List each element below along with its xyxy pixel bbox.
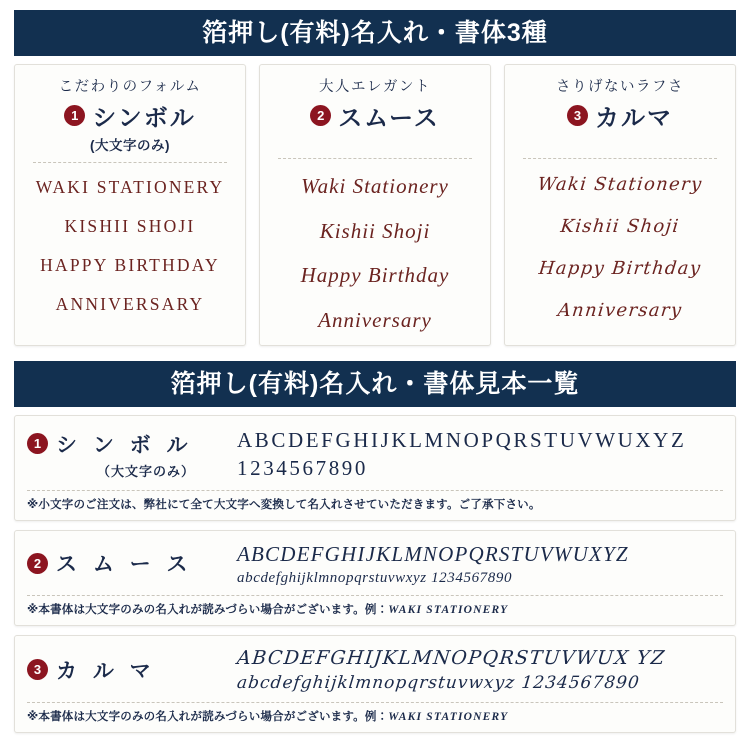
row-label-block <box>27 655 237 687</box>
font-card-smooth <box>259 64 491 346</box>
row-label <box>27 655 237 685</box>
row-label-text: ス ム ー ス <box>56 553 193 577</box>
row-note-text: ※本書体は大文字のみの名入れが読みづらい場合がございます。例： <box>27 710 389 723</box>
card-title-row <box>266 98 484 133</box>
sample-line: Anniversary <box>556 299 684 321</box>
row-note <box>27 595 723 617</box>
row-label-block <box>27 548 237 580</box>
sample-line: HAPPY BIRTHDAY <box>40 255 220 276</box>
card-divider <box>278 158 472 159</box>
row-alphabet <box>237 426 723 483</box>
card-title-row <box>21 98 239 133</box>
font-sample-cards <box>14 64 736 346</box>
row-note <box>27 490 723 512</box>
card-title-row <box>511 98 729 133</box>
row-note-text: ※小文字のご注文は、弊社にて全て大文字へ変換して名入れさせていただきます。ご了承下さい。 <box>27 498 541 511</box>
row-note-example: WAKI STATIONERY <box>388 604 509 617</box>
alphabet-row-symbol <box>14 415 736 521</box>
card-subtitle: (大文字のみ) <box>90 138 170 153</box>
row-note-text: ※本書体は大文字のみの名入れが読みづらい場合がございます。例： <box>27 604 389 617</box>
sample-line: KISHII SHOJI <box>64 216 196 237</box>
sample-line: Happy Birthday <box>537 257 703 279</box>
alphabet-uppercase: ABCDEFGHIJKLMNOPQRSTUVWUXYZ <box>237 428 687 452</box>
sample-line: Waki Stationery <box>536 174 704 195</box>
font-card-symbol <box>14 64 246 346</box>
row-label-block <box>27 429 237 480</box>
font-alphabet-rows <box>14 415 736 742</box>
alphabet-lowercase: abcdefghijklmnopqrstuvwxyz 1234567890 <box>237 569 513 586</box>
card-title: カルマ <box>595 105 673 132</box>
row-alphabet <box>237 541 723 589</box>
row-note-example: WAKI STATIONERY <box>388 710 509 723</box>
alphabet-uppercase: ABCDEFGHIJKLMNOPQRSTUVWUXYZ <box>237 541 629 566</box>
font-card-karma <box>504 64 736 346</box>
alphabet-row-main <box>27 541 723 589</box>
alphabet-lowercase: abcdefghijklmnopqrstuvwxyz 1234567890 <box>235 672 641 693</box>
card-divider <box>33 162 227 163</box>
sample-line: WAKI STATIONERY <box>35 177 225 197</box>
alphabet-row-smooth <box>14 530 736 627</box>
card-samples <box>266 165 484 341</box>
sample-line: ANNIVERSARY <box>55 294 205 315</box>
card-samples <box>21 169 239 324</box>
card-samples <box>511 165 729 331</box>
alphabet-row-main <box>27 646 723 695</box>
row-label <box>27 429 237 459</box>
card-subtitle <box>266 134 484 150</box>
row-label-text: カ ル マ <box>56 659 156 683</box>
alphabet-uppercase: ABCDEFGHIJKLMNOPQRSTUVWUX YZ <box>235 647 667 670</box>
card-title: スムース <box>338 105 440 132</box>
row-label-sub: （大文字のみ） <box>96 463 195 479</box>
number-badge-icon: 2 <box>27 553 48 574</box>
row-alphabet <box>237 646 723 695</box>
sample-line: Kishii Shoji <box>319 218 431 243</box>
section-1-banner: 箔押し(有料)名入れ・書体3種 <box>14 10 736 56</box>
sample-line: Waki Stationery <box>301 174 449 198</box>
sample-line: Anniversary <box>318 307 432 332</box>
sample-line: Kishii Shoji <box>559 215 681 237</box>
number-badge-icon: 1 <box>27 433 48 454</box>
number-badge-icon: 3 <box>567 105 588 126</box>
row-label-text: シ ン ボ ル <box>56 433 193 457</box>
card-divider <box>523 158 717 159</box>
section-2-banner: 箔押し(有料)名入れ・書体見本一覧 <box>14 361 736 407</box>
alphabet-numerals: 1234567890 <box>237 456 368 481</box>
row-label <box>27 548 237 578</box>
sample-line: Happy Birthday <box>300 263 450 288</box>
number-badge-icon: 3 <box>27 659 48 680</box>
row-note <box>27 702 723 724</box>
card-caption: 大人エレガント <box>319 79 431 95</box>
card-title: シンボル <box>92 105 196 132</box>
alphabet-row-karma <box>14 635 736 733</box>
card-caption: さりげないラフさ <box>556 79 684 95</box>
number-badge-icon: 2 <box>310 105 331 126</box>
card-caption: こだわりのフォルム <box>58 79 202 95</box>
number-badge-icon: 1 <box>64 105 85 126</box>
card-subtitle <box>511 134 729 150</box>
alphabet-row-main <box>27 426 723 483</box>
